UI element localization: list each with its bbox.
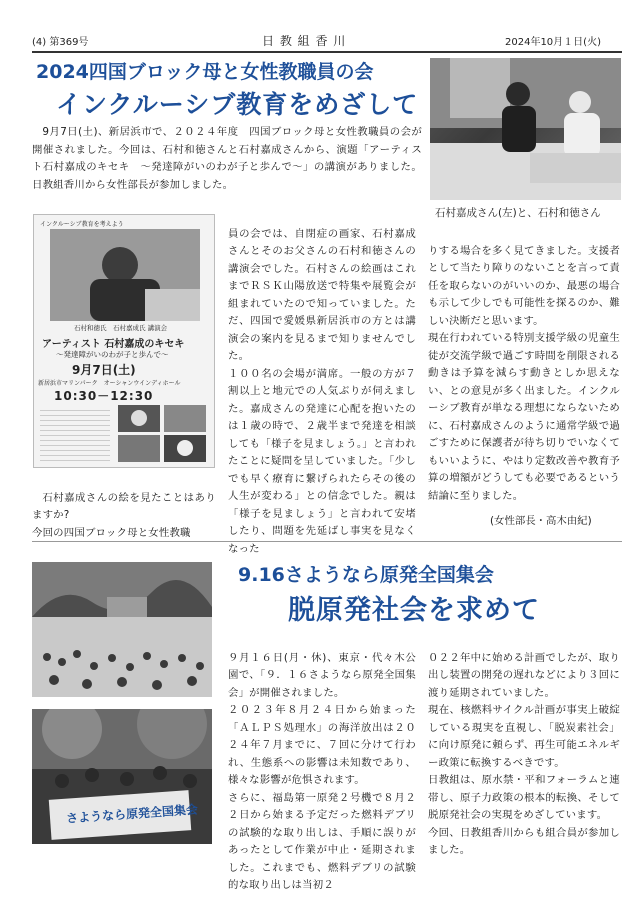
rally-crowd-photo xyxy=(32,562,212,697)
article2-subtitle: 脱原発社会を求めて xyxy=(288,595,540,626)
article2-title: 9.16さようなら原発全国集会 xyxy=(238,564,494,586)
article1-col-middle xyxy=(228,208,416,576)
article1-col-right xyxy=(428,225,620,523)
article1-lead-text: 9月7日(土)、新居浜市で、２０２４年度 四国ブロック母と女性教職員の会が開催されました。今回は、石村和徳さんと石村嘉成さんから、演題「アーティスト石村嘉成のキセキ ～発達障がいのわが子と歩んで～」の講演がありました。日教組香川から女性部長が参加しました。 xyxy=(32,126,422,191)
poster-speakers: 石村和徳氏 石村嘉成氏 講演会 xyxy=(74,324,168,332)
article-divider xyxy=(32,541,622,542)
rally-banner-text: さようなら原発全国集会 xyxy=(65,802,199,826)
speakers-photo-caption: 石村嘉成さん(左)と、石村和徳さん xyxy=(435,207,601,219)
article1-lead xyxy=(32,124,422,194)
issue-date: 2024年10月１日(火) xyxy=(505,37,601,48)
rally-banner-photo xyxy=(32,709,212,844)
article2-col-right xyxy=(428,632,620,877)
article1-subtitle: インクルーシブ教育をめざして xyxy=(56,90,419,119)
rally-banner-art xyxy=(32,709,212,844)
article1-col-middle-text: 員の会では、自閉症の画家、石村嘉成さんとそのお父さんの石村和徳さんの講演会でした。石村さんの絵画はこれまでＲＳＫ山陽放送で特集や展覧会が組まれていたので知っていました。ただ、四国で愛媛県新居浜市の方とは講演会の案内を見るまで知りませんでした。 １００名の会場が満席。一般の方が７割以上と地元での人気ぶりが伺えました。嘉成さんの発達に心配を抱いたのは１歳の時で、２歳半まで発達を相談しても「様子を見ましょう。」と言われたことに疑問を呈していました。「少しでも早く療育に繋げられたらその後の人生が変わる」との信念でした。親は「様子を見ましょう」と言われて安堵したり、問題を先延ばし事実を見なくなった xyxy=(228,227,416,555)
article1-col-left xyxy=(32,472,216,560)
speakers-photo-art xyxy=(430,58,621,200)
newspaper-name: 日 教 組 香 川 xyxy=(262,34,347,48)
poster-subtitle: ～発達障がいのわが子と歩んで～ xyxy=(56,350,169,359)
poster-artwork xyxy=(118,405,208,463)
article1-signature: (女性部長・高木由紀) xyxy=(490,515,592,527)
page-issue: (4) 第369号 xyxy=(32,37,89,48)
speakers-photo xyxy=(430,58,621,200)
article1-title: 2024四国ブロック母と女性教職員の会 xyxy=(36,61,374,83)
article2-col-left xyxy=(228,632,416,912)
poster-details-text xyxy=(40,407,110,461)
poster-top-label: インクルーシブ教育を考えよう xyxy=(40,221,124,228)
poster-venue: 新居浜市マリンパーク オーシャンウインディホール xyxy=(38,380,181,387)
article1-col-left-text: 石村嘉成さんの絵を見たことはありますか? 今回の四国ブロック母と女性教職 xyxy=(32,491,216,539)
rally-crowd-art xyxy=(32,562,212,697)
poster-artist-photo xyxy=(50,229,200,321)
article2-col-left-text: ９月１６日(月・休)、東京・代々木公園で、「９．１６さようなら原発全国集会」が開催されました。 ２０２３年８月２４日から始まった「ＡＬＰＳ処理水」の海洋放出は２０２４年７月までに、７回に分けて行われ、生態系への影響は未知数であり、様々な影響が危惧されます。 さらに、福島第一原発２号機で８月２２日から始まる予定だった燃料デブリの試験的な取り出しは、手順に誤りがあったとして作業が中止・延期されました。これまでも、燃料デブリの試験的な取り出しは当初２ xyxy=(228,651,416,891)
poster-title: アーティスト 石村嘉成のキセキ xyxy=(42,339,185,350)
poster-time: 10:30－12:30 xyxy=(54,389,154,403)
article1-col-right-text: りする場合を多く見てきました。支援者として当たり障りのないことを言って責任を取らないのがいいのか、最悪の場合も示して少しでも可能性を探るのか、難しい決断だと思います。 現在行われている特別支援学級の児童生徒が交流学級で過ごす時間を削限される動きは予算を減らす動きとしか思えない、との意見が多く出ました。インクルーシブ教育が単なる理想にならないために、石村嘉成さんのように通常学級で過ごすために保護者が待ち切りでいなくてもいいように、やはり定数改善や教育予算の増額がどうしても必要であるという結論に至りました。 xyxy=(428,244,620,502)
poster-date: 9月7日(土) xyxy=(72,363,136,377)
article2-col-right-text: ０２２年中に始める計画でしたが、取り出し装置の開発の遅れなどにより３回に渡り延期されていました。 現在、核燃料サイクル計画が事実上破綻している現実を直視し、「脱炭素社会」に向け原発に頼らず、再生可能エネルギー政策に転換するべきです。 日教組は、原水禁・平和フォーラムと連帯し、原子力政策の根本的転換、そして脱原発社会の実現をめざしています。 今回、日教組香川からも組合員が参加しました。 xyxy=(428,651,620,856)
header-rule xyxy=(32,51,622,53)
event-poster xyxy=(33,214,215,468)
